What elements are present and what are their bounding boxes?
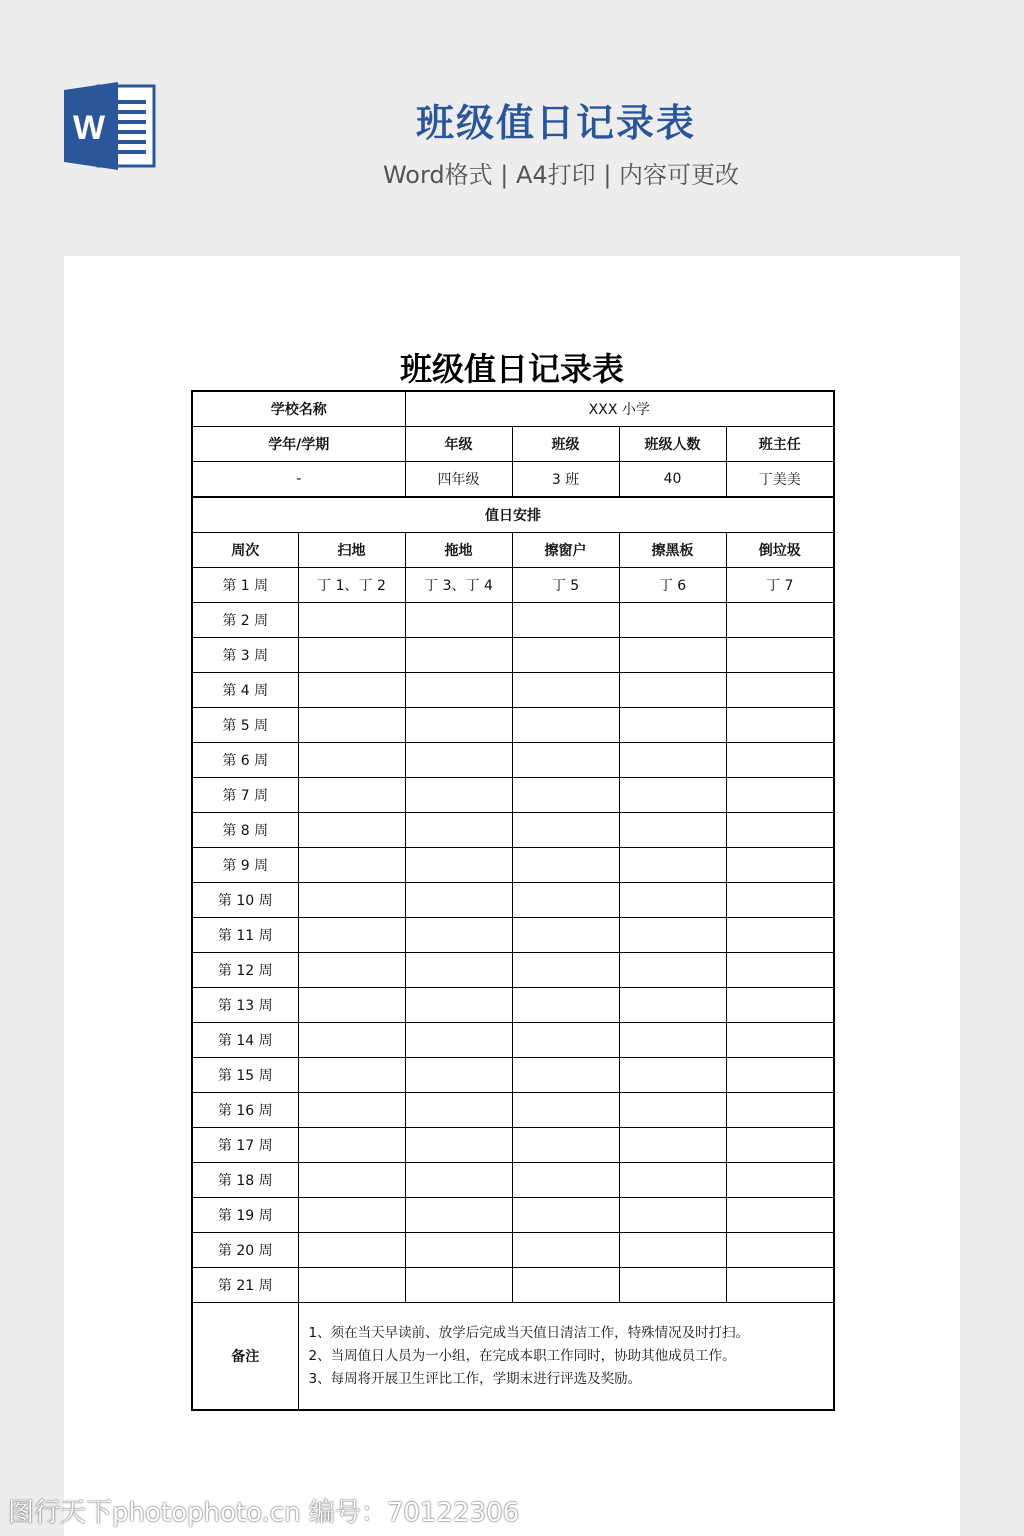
duty-cell-mop[interactable]: 丁 3、丁 4: [405, 568, 512, 603]
duty-cell-trash[interactable]: [726, 848, 834, 883]
duty-cell-windows[interactable]: [512, 848, 619, 883]
duty-cell-windows[interactable]: [512, 1198, 619, 1233]
notes-row: [192, 1303, 834, 1411]
duty-cell-mop[interactable]: [405, 1233, 512, 1268]
week-label: 第 11 周: [192, 918, 298, 953]
duty-cell-windows[interactable]: [512, 953, 619, 988]
week-label: 第 16 周: [192, 1093, 298, 1128]
header-title: 班级值日记录表: [415, 101, 696, 145]
duty-cell-mop[interactable]: [405, 1268, 512, 1303]
note-item: 2、当周值日人员为一小组，在完成本职工作同时，协助其他成员工作。: [308, 1347, 736, 1364]
table-row: [192, 673, 834, 708]
info-header-term: 学年/学期: [192, 427, 405, 462]
duty-cell-sweep[interactable]: [298, 953, 405, 988]
duty-cell-mop[interactable]: [405, 1058, 512, 1093]
table-row: [192, 1128, 834, 1163]
table-row: [192, 743, 834, 778]
duty-cell-sweep[interactable]: [298, 1268, 405, 1303]
duty-cell-sweep[interactable]: [298, 673, 405, 708]
duty-cell-trash[interactable]: [726, 638, 834, 673]
duty-cell-sweep[interactable]: [298, 1198, 405, 1233]
table-row: [192, 778, 834, 813]
table-row: [192, 988, 834, 1023]
info-value-row: [192, 462, 834, 498]
duty-cell-windows[interactable]: [512, 1233, 619, 1268]
week-label: 第 7 周: [192, 778, 298, 813]
svg-text:W: W: [72, 109, 106, 147]
week-label: 第 13 周: [192, 988, 298, 1023]
duty-cell-blackboard[interactable]: [619, 743, 726, 778]
duty-cell-windows[interactable]: [512, 883, 619, 918]
duty-cell-blackboard[interactable]: [619, 848, 726, 883]
table-row: [192, 1198, 834, 1233]
duty-cell-windows[interactable]: [512, 988, 619, 1023]
duty-cell-trash[interactable]: [726, 1163, 834, 1198]
duty-cell-mop[interactable]: [405, 1128, 512, 1163]
duty-cell-sweep[interactable]: 丁 1、丁 2: [298, 568, 405, 603]
duty-cell-mop[interactable]: [405, 1198, 512, 1233]
duty-cell-trash[interactable]: [726, 1198, 834, 1233]
duty-cell-sweep[interactable]: [298, 848, 405, 883]
week-label: 第 15 周: [192, 1058, 298, 1093]
info-value-teacher[interactable]: 丁美美: [726, 462, 834, 498]
duty-cell-sweep[interactable]: [298, 1058, 405, 1093]
table-row: [192, 813, 834, 848]
duty-cell-blackboard[interactable]: [619, 813, 726, 848]
document-title: 班级值日记录表: [399, 350, 624, 388]
table-row: [192, 568, 834, 603]
duty-cell-trash[interactable]: [726, 988, 834, 1023]
duty-cell-blackboard[interactable]: [619, 1268, 726, 1303]
duty-cell-windows[interactable]: [512, 1058, 619, 1093]
duty-cell-sweep[interactable]: [298, 813, 405, 848]
duty-cell-sweep[interactable]: [298, 988, 405, 1023]
duty-cell-trash[interactable]: [726, 1268, 834, 1303]
duty-cell-windows[interactable]: [512, 778, 619, 813]
week-label: 第 2 周: [192, 603, 298, 638]
info-header-class: 班级: [512, 427, 619, 462]
school-value[interactable]: XXX 小学: [405, 391, 834, 427]
col-header-sweep: 扫地: [298, 533, 405, 568]
duty-cell-mop[interactable]: [405, 1093, 512, 1128]
duty-cell-sweep[interactable]: [298, 1163, 405, 1198]
table-row: [192, 883, 834, 918]
duty-cell-trash[interactable]: [726, 1128, 834, 1163]
duty-cell-trash[interactable]: [726, 918, 834, 953]
school-row: [192, 391, 834, 427]
week-label: 第 20 周: [192, 1233, 298, 1268]
col-header-blackboard: 擦黑板: [619, 533, 726, 568]
duty-cell-blackboard[interactable]: 丁 6: [619, 568, 726, 603]
duty-cell-trash[interactable]: [726, 708, 834, 743]
table-row: [192, 1163, 834, 1198]
duty-cell-mop[interactable]: [405, 673, 512, 708]
table-row: [192, 708, 834, 743]
week-label: 第 10 周: [192, 883, 298, 918]
duty-cell-windows[interactable]: [512, 743, 619, 778]
duty-cell-blackboard[interactable]: [619, 638, 726, 673]
info-header-row: [192, 427, 834, 462]
duty-cell-trash[interactable]: 丁 7: [726, 568, 834, 603]
duty-cell-sweep[interactable]: [298, 1128, 405, 1163]
info-header-count: 班级人数: [619, 427, 726, 462]
schedule-title-row: [192, 497, 834, 533]
duty-cell-sweep[interactable]: [298, 708, 405, 743]
duty-cell-windows[interactable]: [512, 1268, 619, 1303]
duty-cell-sweep[interactable]: [298, 1093, 405, 1128]
duty-cell-sweep[interactable]: [298, 743, 405, 778]
table-row: [192, 1233, 834, 1268]
duty-cell-sweep[interactable]: [298, 883, 405, 918]
week-label: 第 12 周: [192, 953, 298, 988]
duty-cell-windows[interactable]: [512, 603, 619, 638]
week-label: 第 18 周: [192, 1163, 298, 1198]
school-label: 学校名称: [192, 391, 405, 427]
header-subtitle: Word格式 | A4打印 | 内容可更改: [382, 161, 740, 189]
duty-cell-trash[interactable]: [726, 1093, 834, 1128]
info-value-class[interactable]: 3 班: [512, 462, 619, 498]
duty-cell-blackboard[interactable]: [619, 988, 726, 1023]
duty-cell-windows[interactable]: [512, 708, 619, 743]
duty-cell-blackboard[interactable]: [619, 883, 726, 918]
duty-cell-sweep[interactable]: [298, 638, 405, 673]
week-label: 第 9 周: [192, 848, 298, 883]
duty-cell-blackboard[interactable]: [619, 1233, 726, 1268]
duty-cell-blackboard[interactable]: [619, 1128, 726, 1163]
duty-cell-blackboard[interactable]: [619, 673, 726, 708]
table-row: [192, 953, 834, 988]
duty-cell-mop[interactable]: [405, 848, 512, 883]
duty-cell-mop[interactable]: [405, 638, 512, 673]
week-label: 第 19 周: [192, 1198, 298, 1233]
week-rows: [192, 568, 834, 1303]
week-label: 第 21 周: [192, 1268, 298, 1303]
duty-cell-trash[interactable]: [726, 743, 834, 778]
duty-cell-trash[interactable]: [726, 778, 834, 813]
week-label: 第 1 周: [192, 568, 298, 603]
duty-cell-blackboard[interactable]: [619, 1198, 726, 1233]
week-label: 第 3 周: [192, 638, 298, 673]
duty-cell-trash[interactable]: [726, 953, 834, 988]
col-header-trash: 倒垃圾: [726, 533, 834, 568]
schedule-title: 值日安排: [192, 497, 834, 533]
duty-cell-trash[interactable]: [726, 603, 834, 638]
duty-cell-blackboard[interactable]: [619, 953, 726, 988]
duty-cell-windows[interactable]: [512, 1023, 619, 1058]
duty-cell-trash[interactable]: [726, 813, 834, 848]
duty-cell-blackboard[interactable]: [619, 603, 726, 638]
duty-cell-mop[interactable]: [405, 813, 512, 848]
duty-cell-trash[interactable]: [726, 883, 834, 918]
table-row: [192, 1023, 834, 1058]
duty-cell-sweep[interactable]: [298, 918, 405, 953]
duty-cell-mop[interactable]: [405, 988, 512, 1023]
duty-cell-sweep[interactable]: [298, 1023, 405, 1058]
duty-cell-blackboard[interactable]: [619, 1023, 726, 1058]
week-label: 第 8 周: [192, 813, 298, 848]
duty-cell-windows[interactable]: 丁 5: [512, 568, 619, 603]
duty-cell-blackboard[interactable]: [619, 1093, 726, 1128]
table-row: [192, 603, 834, 638]
week-label: 第 4 周: [192, 673, 298, 708]
duty-cell-windows[interactable]: [512, 1093, 619, 1128]
duty-cell-mop[interactable]: [405, 953, 512, 988]
table-row: [192, 918, 834, 953]
note-item: 3、每周将开展卫生评比工作，学期末进行评选及奖励。: [308, 1370, 642, 1387]
duty-cell-trash[interactable]: [726, 673, 834, 708]
duty-cell-mop[interactable]: [405, 778, 512, 813]
duty-cell-trash[interactable]: [726, 1023, 834, 1058]
note-item: 1、须在当天早读前、放学后完成当天值日清洁工作，特殊情况及时打扫。: [308, 1324, 750, 1341]
week-label: 第 17 周: [192, 1128, 298, 1163]
duty-cell-windows[interactable]: [512, 638, 619, 673]
duty-record-table: [191, 390, 835, 1411]
duty-cell-mop[interactable]: [405, 918, 512, 953]
info-header-teacher: 班主任: [726, 427, 834, 462]
info-value-term[interactable]: -: [192, 462, 405, 498]
table-row: [192, 638, 834, 673]
info-value-grade[interactable]: 四年级: [405, 462, 512, 498]
duty-cell-trash[interactable]: [726, 1058, 834, 1093]
duty-cell-blackboard[interactable]: [619, 708, 726, 743]
watermark: 图行天下photophoto.cn 编号：70122306: [8, 1498, 520, 1528]
duty-cell-blackboard[interactable]: [619, 918, 726, 953]
notes-body: [298, 1303, 834, 1411]
duty-cell-blackboard[interactable]: [619, 778, 726, 813]
duty-cell-windows[interactable]: [512, 813, 619, 848]
info-header-grade: 年级: [405, 427, 512, 462]
duty-cell-mop[interactable]: [405, 708, 512, 743]
col-header-mop: 拖地: [405, 533, 512, 568]
week-label: 第 6 周: [192, 743, 298, 778]
col-header-week: 周次: [192, 533, 298, 568]
duty-cell-windows[interactable]: [512, 1163, 619, 1198]
duty-cell-windows[interactable]: [512, 1128, 619, 1163]
duty-cell-windows[interactable]: [512, 918, 619, 953]
notes-label: 备注: [192, 1303, 298, 1411]
col-header-windows: 擦窗户: [512, 533, 619, 568]
duty-cell-mop[interactable]: [405, 743, 512, 778]
duty-cell-sweep[interactable]: [298, 603, 405, 638]
duty-cell-trash[interactable]: [726, 1233, 834, 1268]
duty-cell-mop[interactable]: [405, 1163, 512, 1198]
table-row: [192, 1058, 834, 1093]
duty-cell-sweep[interactable]: [298, 1233, 405, 1268]
duty-cell-mop[interactable]: [405, 883, 512, 918]
week-label: 第 14 周: [192, 1023, 298, 1058]
duty-cell-blackboard[interactable]: [619, 1163, 726, 1198]
duty-cell-sweep[interactable]: [298, 778, 405, 813]
duty-cell-mop[interactable]: [405, 603, 512, 638]
week-label: 第 5 周: [192, 708, 298, 743]
duty-cell-mop[interactable]: [405, 1023, 512, 1058]
duty-cell-blackboard[interactable]: [619, 1058, 726, 1093]
duty-cell-windows[interactable]: [512, 673, 619, 708]
table-row: [192, 1268, 834, 1303]
info-value-count[interactable]: 40: [619, 462, 726, 498]
document-page: [64, 256, 960, 1536]
table-row: [192, 848, 834, 883]
schedule-header-row: [192, 533, 834, 568]
table-row: [192, 1093, 834, 1128]
